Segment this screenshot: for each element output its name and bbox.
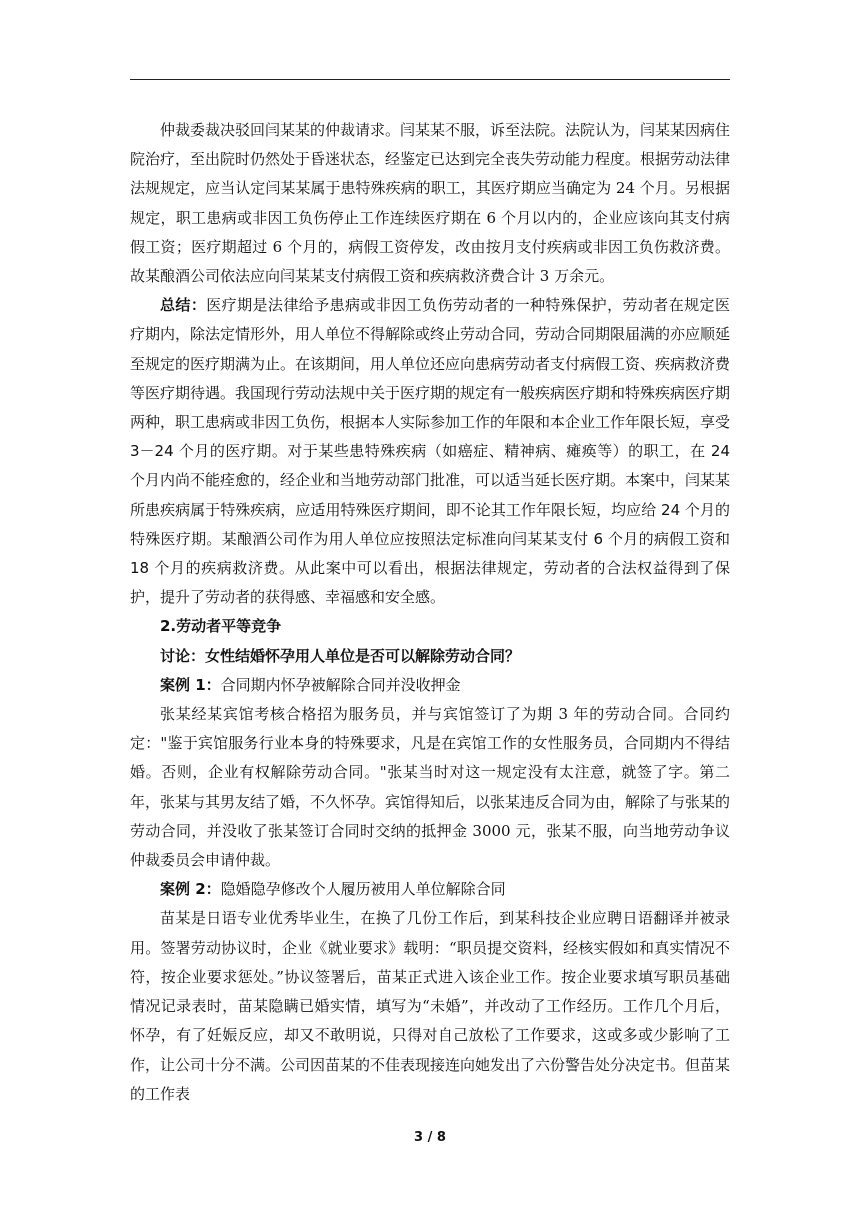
section-heading: 2.劳动者平等竞争 [160,617,282,636]
case2-label: 案例 2： [160,880,221,899]
case1-label: 案例 1： [160,675,221,694]
case1-title: 合同期内怀孕被解除合同并没收押金 [220,675,461,694]
page-number: 3 / 8 [414,1130,446,1145]
paragraph-verdict: 仲裁委裁决驳回闫某某的仲裁请求。闫某某不服，诉至法院。法院认为，闫某某因病住院治疗，至出院时仍然处于昏迷状态，经鉴定已达到完全丧失劳动能力程度。根据劳动法律法规规定，应当认定闫某某属于患特殊疾病的职工，其医疗期应当确定为 24 个月。另根据规定，职工患病或非因工负伤停止工作连续医疗期在 6 个月以内的，企业应该向其支付病假工资；医疗期超过 6 个月的，病假工资停发，改由按月支付疾病或非因工负伤救济费。故某酿酒公司依法应向闫某某支付病假工资和疾病救济费合计 3 万余元。 [130,121,731,286]
summary-text: 医疗期是法律给予患病或非因工负伤劳动者的一种特殊保护，劳动者在规定医疗期内，除法定情形外，用人单位不得解除或终止劳动合同，劳动合同期限届满的亦应顺延至规定的医疗期满为止。在该期间，用人单位还应向患病劳动者支付病假工资、疾病救济费等医疗期待遇。我国现行劳动法规中关于医疗期的规定有一般疾病医疗期和特殊疾病医疗期两种，职工患病或非因工负伤，根据本人实际参加工作的年限和本企业工作年限长短，享受 3－24 个月的医疗期。对于某些患特殊疾病（如癌症、精神病、瘫痪等）的职工，在 24 个月内尚不能痊愈的，经企业和当地劳动部门批准，可以适当延长医疗期。本案中，闫某某所患疾病属于特殊疾病，应适用特殊医疗期间，即不论其工作年限长短，均应给 24 个月的特殊医疗期。某酿酒公司作为用人单位应按照法定标准向闫某某支付 6 个月的病假工资和 18 个月的疾病救济费。从此案中可以看出，根据法律规定，劳动者的合法权益得到了保护，提升了劳动者的获得感、幸福感和安全感。 [130,296,731,607]
summary-label: 总结： [160,296,207,315]
discussion-question: 讨论：女性结婚怀孕用人单位是否可以解除劳动合同？ [160,646,521,665]
case2-title: 隐婚隐孕修改个人履历被用人单位解除合同 [220,880,506,899]
document-body [130,116,730,1109]
case2-heading [130,875,730,904]
case1-text: 张某经某宾馆考核合格招为服务员，并与宾馆签订了为期 3 年的劳动合同。合同约定："鉴于宾馆服务行业本身的特殊要求，凡是在宾馆工作的女性服务员，合同期内不得结婚。否则，企业有权解除劳动合同。"张某当时对这一规定没有太注意，就签了字。第二年，张某与其男友结了婚，不久怀孕。宾馆得知后，以张某违反合同为由，解除了与张某的劳动合同，并没收了张某签订合同时交纳的抵押金 3000 元，张某不服，向当地劳动争议仲裁委员会申请仲裁。 [130,705,731,870]
header-rule [130,79,730,80]
paragraph-summary [130,291,730,612]
case2-text: 苗某是日语专业优秀毕业生，在换了几份工作后，到某科技企业应聘日语翻译并被录用。签署劳动协议时，企业《就业要求》载明：“职员提交资料，经核实假如和真实情况不符，按企业要求惩处。”协议签署后，苗某正式进入该企业工作。按企业要求填写职员基础情况记录表时，苗某隐瞒已婚实情，填写为“未婚”，并改动了工作经历。工作几个月后，怀孕，有了妊娠反应，却又不敢明说，只得对自己放松了工作要求，这或多或少影响了工作，让公司十分不满。公司因苗某的不佳表现接连向她发出了六份警告处分决定书。但苗某的工作表 [130,909,731,1103]
case1-heading [130,671,730,700]
